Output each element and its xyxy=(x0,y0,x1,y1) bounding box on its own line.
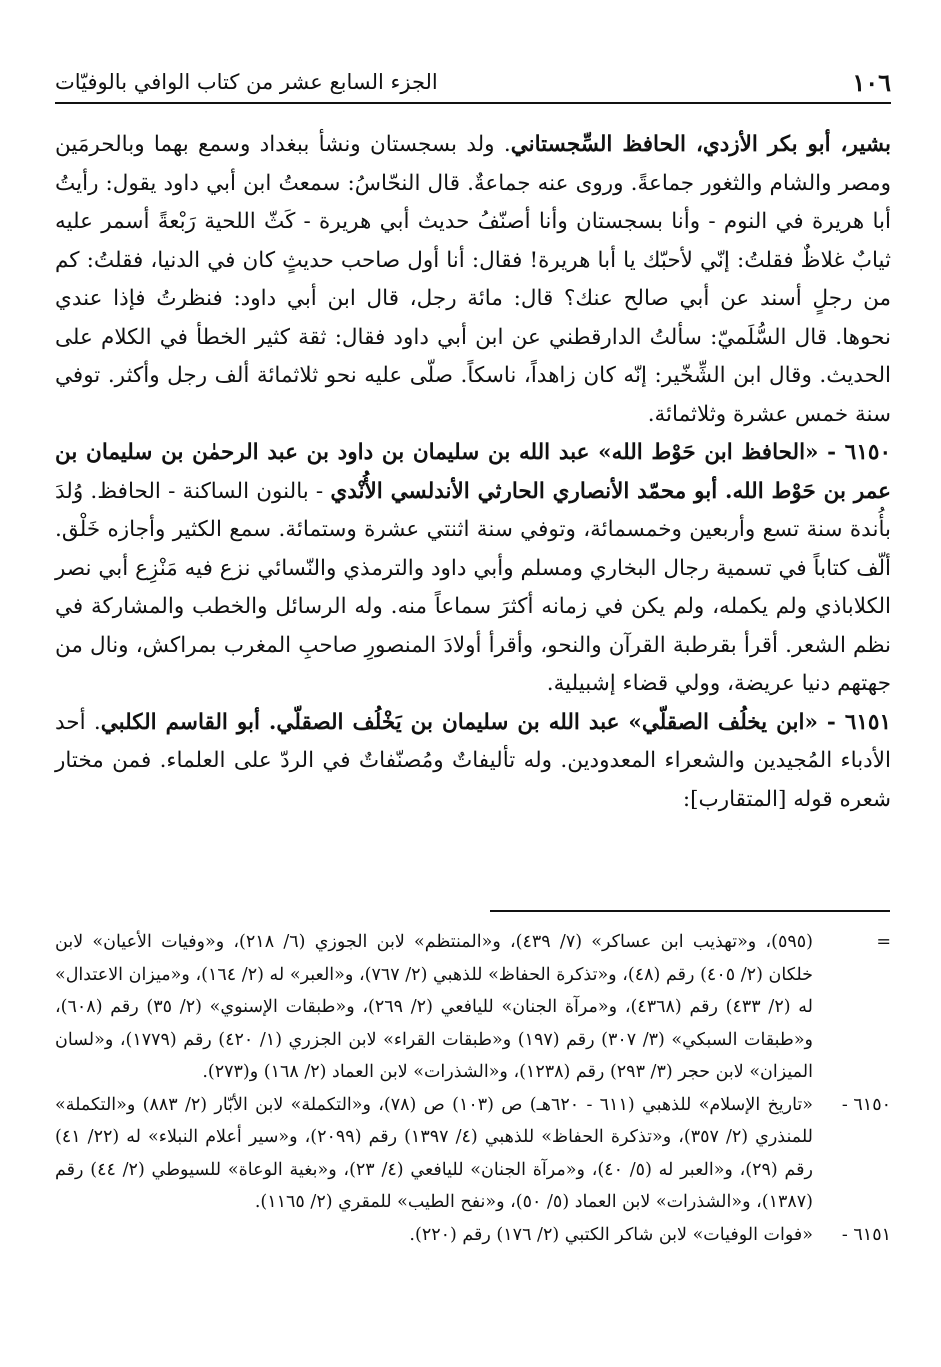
running-title: الجزء السابع عشر من كتاب الوافي بالوفيّات xyxy=(55,70,438,94)
footnote-text: «فوات الوفيات» لابن شاكر الكتبي (٢/ ١٧٦) رقم (٢٢٠). xyxy=(409,1224,813,1245)
paragraph-continuation xyxy=(55,126,891,434)
entry-heading: «الحافظ ابن حَوْط الله» عبد الله بن سليمان بن داود بن عبد الرحمٰن بن سليمان بن عمر بن حَوْط الله. أبو محمّد الأنصاري الحارثي الأندلسي الأُنْدي xyxy=(55,440,891,504)
page-number: ١٠٦ xyxy=(852,68,891,97)
entry-6151 xyxy=(55,704,891,820)
page-header xyxy=(55,62,891,104)
entry-number: ٦١٥٠ - xyxy=(818,440,891,465)
entry-text: - بالنون الساكنة - الحافظ. وُلدَ بأُندة سنة تسع وأربعين وخمسمائة، وتوفي سنة اثنتي عشرة وستمائة. سمع الكثير وأجازه خَلْق. ألّف كتاباً في تسمية رجال البخاري ومسلم وأبي داود والترمذي والنّسائي نزع فيه مَنْزِع أبي نصر الكلاباذي ولم يكمله، ولم يكن في زمانه أكثرَ سماعاً منه. وله الرسائل والخطب والمشاركة في نظم الشعر. أقرأ بقرطبة القرآن والنحو، وأقرأ أولادَ المنصورِ صاحبِ المغرب بمراكش، ونال من جهتهم دنيا عريضة، وولي قضاء إشبيلية. xyxy=(55,478,891,696)
entry-heading: «ابن يخلُف الصقلّي» عبد الله بن سليمان بن يَخْلُف الصقلّي. أبو القاسم الكلبي xyxy=(100,709,818,735)
entry-text: . أحد الأدباء المُجيدين والشعراء المعدودين. وله تأليفاتٌ ومُصنّفاتٌ في الردّ على العلماء. فمن مختار شعره قوله [المتقارب]: xyxy=(55,709,891,812)
main-text xyxy=(55,126,891,819)
entry-6150 xyxy=(55,434,891,704)
footnote-label: = xyxy=(876,932,891,952)
entry-number: ٦١٥١ - xyxy=(817,709,892,735)
footnote xyxy=(55,926,891,1089)
paragraph-text: . ولد بسجستان ونشأ ببغداد وسمع بهما وبالحرمَين ومصر والشام والثغور جماعةً. وروى عنه جماعةٌ. قال النحّاسُ: سمعتُ ابن أبي داود يقول: رأيتُ أبا هريرة في النوم - وأنا بسجستان وأنا أصنّفُ حديث أبي هريرة - كَثّ اللحية رَبْعةً أسمر عليه ثيابٌ غلاظٌ فقلتُ: إنّي لأحبّك يا أبا هريرة! فقال: أنا أول صاحب حديثٍ كان في الدنيا، فقلتُ: كم من رجلٍ أسند عن أبي صالح عنك؟ قال: مائة رجل، قال ابن أبي داود: فنظرتُ فإذا عندي نحوها. قال السُّلَميّ: سألتُ الدارقطني عن ابن أبي داود فقال: ثقة كثير الخطأ في الكلام على الحديث. وقال ابن الشِّخّير: إنّه كان زاهداً، ناسكاً. صلّى عليه نحو ثلاثمائة ألف رجل وأكثر. توفي سنة خمس عشرة وثلاثمائة. xyxy=(55,132,891,427)
footnote-text: «تاريخ الإسلام» للذهبي (٦١١ - ٦٢٠هـ) ص (١٠٣) ص (٧٨)، و«التكملة» لابن الأبّار (٢/ ٨٨٣) و«التكملة» للمنذري (٢/ ٣٥٧)، و«تذكرة الحفاظ» للذهبي (٤/ ١٣٩٧) رقم (٢٠٩٩)، و«سير أعلام النبلاء» له (٢٢/ ٤١) رقم (٢٩)، و«العبر له (٥/ ٤٠)، و«مرآة الجنان» لليافعي (٤/ ٢٣)، و«بغية الوعاة» للسيوطي (٢/ ٤٤) رقم (١٣٨٧)، و«الشذرات» لابن العماد (٥/ ٥٠)، و«نفح الطيب» للمقري (٢/ ١١٦٥). xyxy=(55,1094,814,1212)
footnote-label: ٦١٥٠ - xyxy=(841,1094,891,1115)
bold-names: بشير، أبو بكر الأزدي، الحافظ السِّجستاني xyxy=(510,132,891,157)
footnote-divider xyxy=(490,910,890,912)
footnote-label: ٦١٥١ - xyxy=(841,1224,891,1245)
footnote-text: (٥٩٥)، و«تهذيب ابن عساكر» (٧/ ٤٣٩)، و«المنتظم» لابن الجوزي (٦/ ٢١٨)، و«وفيات الأعيان» لابن خلكان (٢/ ٤٠٥) رقم (٤٨)، و«تذكرة الحفاظ» للذهبي (٢/ ٧٦٧)، و«العبر» له (٢/ ١٦٤)، و«ميزان الاعتدال» له (٢/ ٤٣٣) رقم (٤٣٦٨)، و«مرآة الجنان» لليافعي (٢/ ٢٦٩)، و«طبقات الإسنوي» (٢/ ٣٥) رقم (٦٠٨)، و«طبقات السبكي» (٣/ ٣٠٧) رقم (١٩٧) و«طبقات القراء» لابن الجزري (١/ ٤٢٠) رقم (١٧٧٩)، و«لسان الميزان» لابن حجر (٣/ ٢٩٣) رقم (١٢٣٨)، و«الشذرات» لابن العماد (٢/ ١٦٨) و(٢٧٣). xyxy=(55,932,813,1082)
footnotes xyxy=(55,926,891,1251)
footnote xyxy=(55,1219,891,1252)
footnote xyxy=(55,1089,891,1219)
